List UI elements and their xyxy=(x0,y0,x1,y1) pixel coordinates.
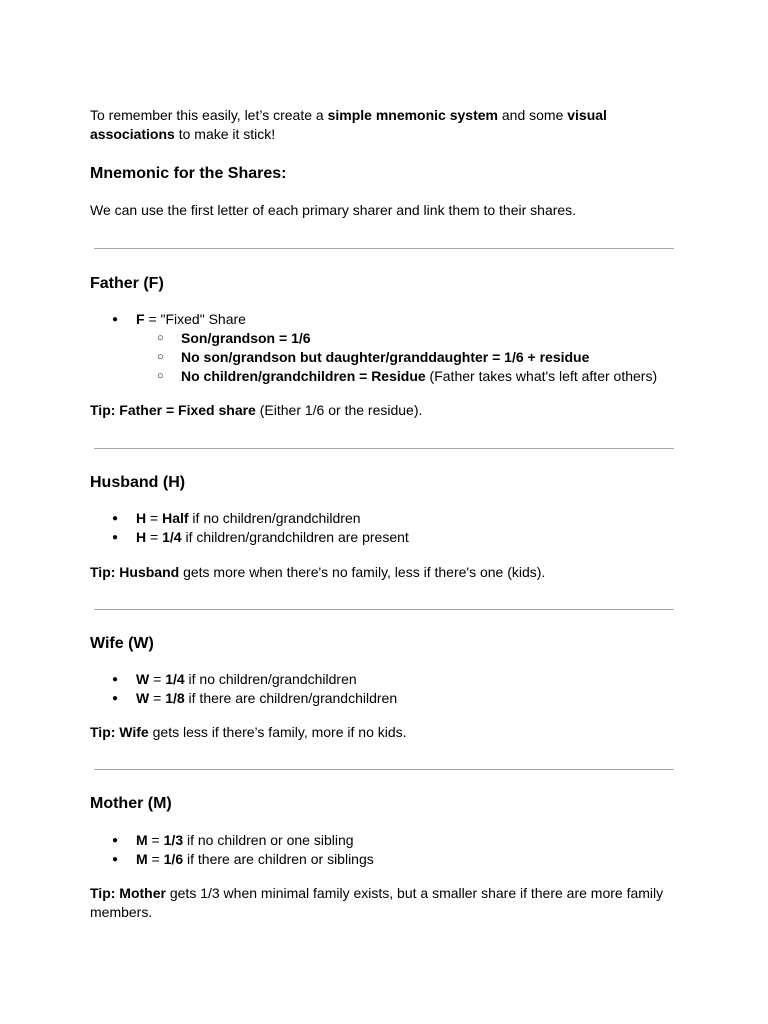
wife-tip: Tip: Wife gets less if there’s family, more if no kids. xyxy=(90,724,407,740)
intro-paragraph: To remember this easily, let’s create a simple mnemonic system and some visual associations to make it stick! xyxy=(90,107,607,142)
mnemonic-text: We can use the first letter of each primary sharer and link them to their shares. xyxy=(90,202,577,218)
husband-list xyxy=(90,509,680,547)
husband-tip: Tip: Husband gets more when there's no family, less if there's one (kids). xyxy=(90,564,546,580)
mother-list xyxy=(90,831,680,869)
mother-heading: Mother (M) xyxy=(90,795,172,812)
list-item: ● F = "Fixed" Share ○ Son/grandson = 1/6 ○ No son/grandson but daughter/granddaughter = 1/6 + residue ○ No children/grandchildren = Residue (Father takes what's left after others) xyxy=(90,310,680,386)
list-item: ● W = 1/4 if no children/grandchildren xyxy=(90,670,680,689)
list-item: ● W = 1/8 if there are children/grandchildren xyxy=(90,689,680,708)
father-sublist xyxy=(90,329,680,386)
father-tip: Tip: Father = Fixed share (Either 1/6 or the residue). xyxy=(90,402,423,418)
wife-heading: Wife (W) xyxy=(90,635,154,652)
list-item: ○ No children/grandchildren = Residue (Father takes what's left after others) xyxy=(90,367,680,386)
wife-list xyxy=(90,670,680,708)
father-list xyxy=(90,310,680,386)
list-item: ○ No son/grandson but daughter/granddaughter = 1/6 + residue xyxy=(90,348,680,367)
list-item: ● M = 1/3 if no children or one sibling xyxy=(90,831,680,850)
father-heading: Father (F) xyxy=(90,275,164,292)
list-item: ● M = 1/6 if there are children or siblings xyxy=(90,850,680,869)
list-item: ○ Son/grandson = 1/6 xyxy=(90,329,680,348)
mother-tip: Tip: Mother gets 1/3 when minimal family exists, but a smaller share if there are more family members. xyxy=(90,885,664,920)
document-body xyxy=(90,106,680,922)
list-item: ● H = Half if no children/grandchildren xyxy=(90,509,680,528)
list-item: ● H = 1/4 if children/grandchildren are present xyxy=(90,528,680,547)
husband-heading: Husband (H) xyxy=(90,474,186,491)
mnemonic-heading: Mnemonic for the Shares: xyxy=(90,165,287,182)
